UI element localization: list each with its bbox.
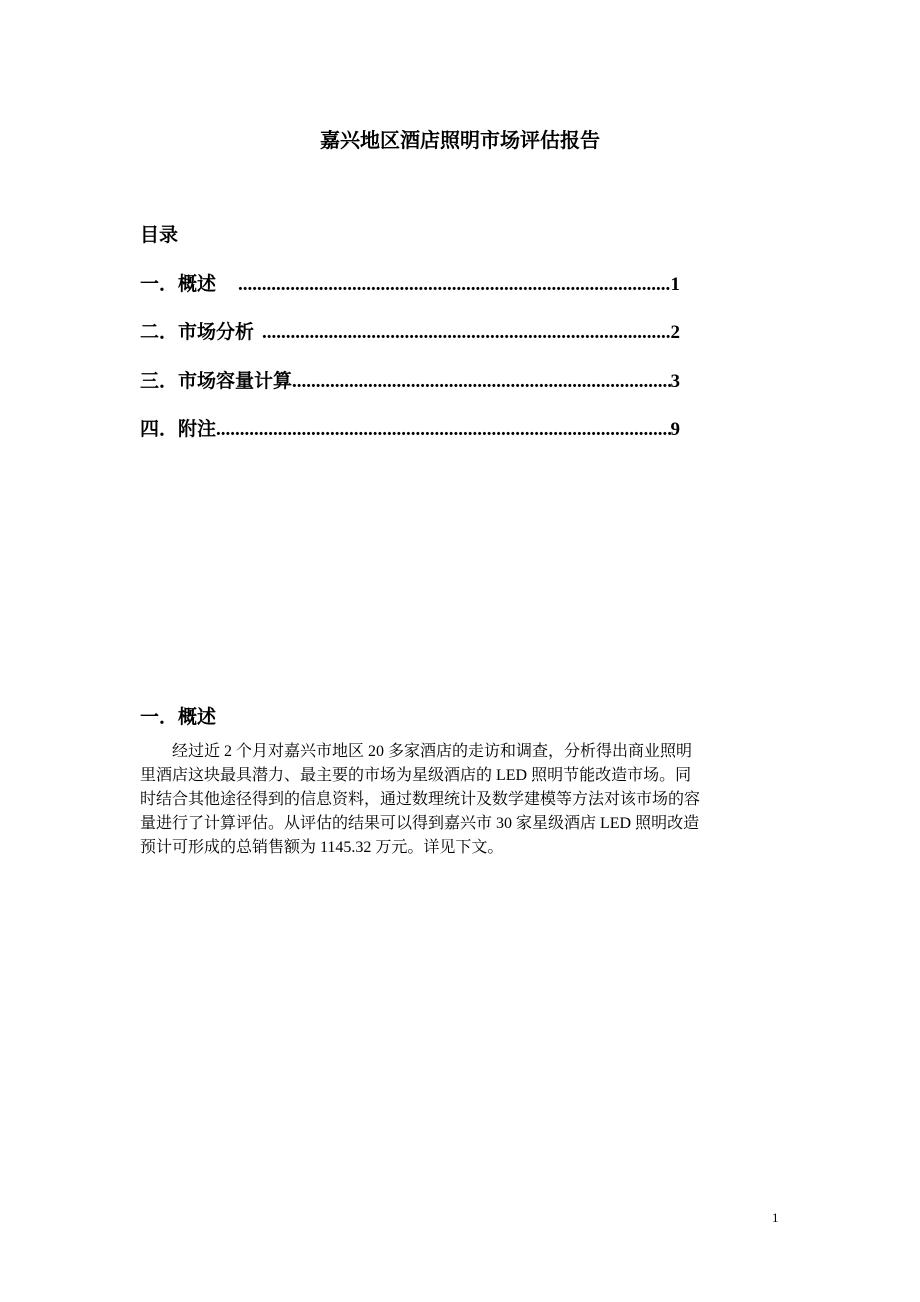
toc-leader-dots [292, 371, 670, 393]
toc-item-page: 1 [670, 274, 680, 295]
toc-item-page: 3 [670, 371, 680, 392]
toc-item-page: 2 [670, 322, 680, 343]
toc-item-label: 三．市场容量计算 [140, 371, 293, 392]
toc-leader-dots [216, 419, 670, 441]
toc-item-label: 二．市场分析 [140, 322, 255, 343]
toc-leader-dots [262, 322, 670, 344]
toc-item[interactable] [140, 269, 680, 296]
page-number: 1 [772, 1210, 779, 1225]
toc-item-page: 9 [670, 419, 680, 440]
toc-item[interactable] [140, 317, 680, 344]
paragraph-line: 里酒店这块最具潜力、最主要的市场为星级酒店的 LED 照明节能改造市场。同 [140, 767, 692, 784]
toc-leader-dots [238, 274, 670, 296]
paragraph-line: 经过近 2 个月对嘉兴市地区 20 多家酒店的走访和调查，分析得出商业照明 [172, 743, 693, 760]
paragraph-line: 量进行了计算评估。从评估的结果可以得到嘉兴市 30 家星级酒店 LED 照明改造 [140, 815, 700, 832]
document-title: 嘉兴地区酒店照明市场评估报告 [320, 130, 600, 152]
section-heading: 一．概述 [140, 707, 217, 728]
toc-item-label: 四．附注 [140, 419, 217, 440]
toc-heading: 目录 [140, 225, 179, 246]
toc-item[interactable] [140, 414, 680, 441]
overview-paragraph [140, 740, 710, 860]
toc-item-label: 一．概述 [140, 274, 217, 295]
paragraph-line: 时结合其他途径得到的信息资料，通过数理统计及数学建模等方法对该市场的容 [140, 791, 701, 808]
paragraph-line: 预计可形成的总销售额为 1145.32 万元。详见下文。 [140, 839, 504, 856]
toc-item[interactable] [140, 366, 680, 393]
